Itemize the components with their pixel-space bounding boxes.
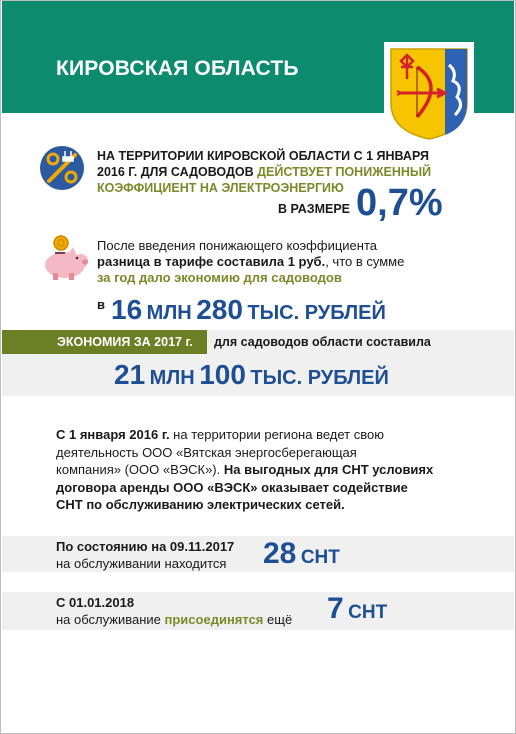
savings-intro [97, 238, 467, 286]
savings-amount [97, 294, 386, 326]
plug-percent-icon [39, 145, 85, 191]
percent-value: 0,7% [356, 182, 443, 224]
economy-label: ЭКОНОМИЯ ЗА 2017 г. [57, 335, 193, 349]
economy-label-box [2, 330, 207, 354]
economy-u1: МЛН [149, 367, 195, 389]
stat1-count [263, 537, 340, 571]
stat2-unit: СНТ [348, 602, 388, 623]
stat2-value: 7 [327, 592, 344, 625]
para-l4: договора аренды ООО «ВЭСК» оказывает содействие [56, 479, 408, 495]
stat2-line-2: на обслуживание [56, 612, 165, 627]
para-l1-bold: С 1 января 2016 г. [56, 427, 170, 442]
tariff-line-2-accent: ДЕЙСТВУЕТ ПОНИЖЕННЫЙ [257, 165, 432, 179]
piggy-bank-icon [39, 233, 93, 281]
para-l5: СНТ по обслуживанию электрических сетей. [56, 497, 345, 512]
stat1-unit: СНТ [300, 547, 340, 568]
stat1-line-1: По состоянию на 09.11.2017 [56, 539, 235, 554]
economy-u2: ТЫС. РУБЛЕЙ [250, 367, 389, 389]
stat2-line-1: С 01.01.2018 [56, 595, 135, 610]
savings-line-3-accent: за год дало экономию для садоводов [97, 270, 342, 285]
tariff-line-3-accent: КОЭФФИЦИЕНТ НА ЭЛЕКТРОЭНЕРГИЮ [97, 181, 344, 195]
para-l2: деятельность ООО «Вятская энергосберегающая [56, 444, 357, 460]
stat2-line-2-tail: ещё [263, 612, 293, 627]
stat1-value: 28 [263, 537, 297, 570]
para-l1: на территории региона ведет свою [169, 427, 384, 442]
stat2-count [327, 592, 387, 626]
savings-u1: МЛН [146, 302, 192, 324]
economy-n1: 21 [114, 359, 146, 390]
savings-line-1: После введения понижающего коэффициента [97, 238, 377, 253]
para-l3-bold: На выгодных для СНТ условиях [223, 462, 434, 477]
tariff-line-2: 2016 Г. ДЛЯ САДОВОДОВ [97, 165, 258, 179]
razmer-label: В РАЗМЕРЕ [278, 202, 351, 216]
economy-amount [114, 359, 389, 391]
stat1-line-2: на обслуживании находится [56, 556, 227, 571]
stat2-line-2-accent: присоединятся [164, 612, 264, 627]
coat-of-arms-icon [387, 45, 471, 141]
savings-line-2: , что в сумме [325, 254, 405, 269]
savings-line-2-bold: разница в тарифе составила 1 руб. [97, 254, 326, 269]
economy-n2: 100 [199, 359, 246, 390]
savings-n1: 16 [111, 294, 143, 325]
savings-u2: ТЫС. РУБЛЕЙ [247, 302, 386, 324]
economy-text: для садоводов области составила [214, 335, 431, 349]
savings-n2: 280 [196, 294, 243, 325]
tariff-line-1: НА ТЕРРИТОРИИ КИРОВСКОЙ ОБЛАСТИ С 1 ЯНВАРЯ [97, 149, 429, 163]
savings-pre: в [97, 297, 105, 312]
stat1-text [56, 538, 234, 572]
para-l3: компания» (ООО «ВЭСК»). [56, 462, 224, 477]
company-paragraph [56, 426, 476, 514]
page-title: КИРОВСКАЯ ОБЛАСТЬ [56, 57, 299, 80]
stat2-text [56, 594, 292, 628]
